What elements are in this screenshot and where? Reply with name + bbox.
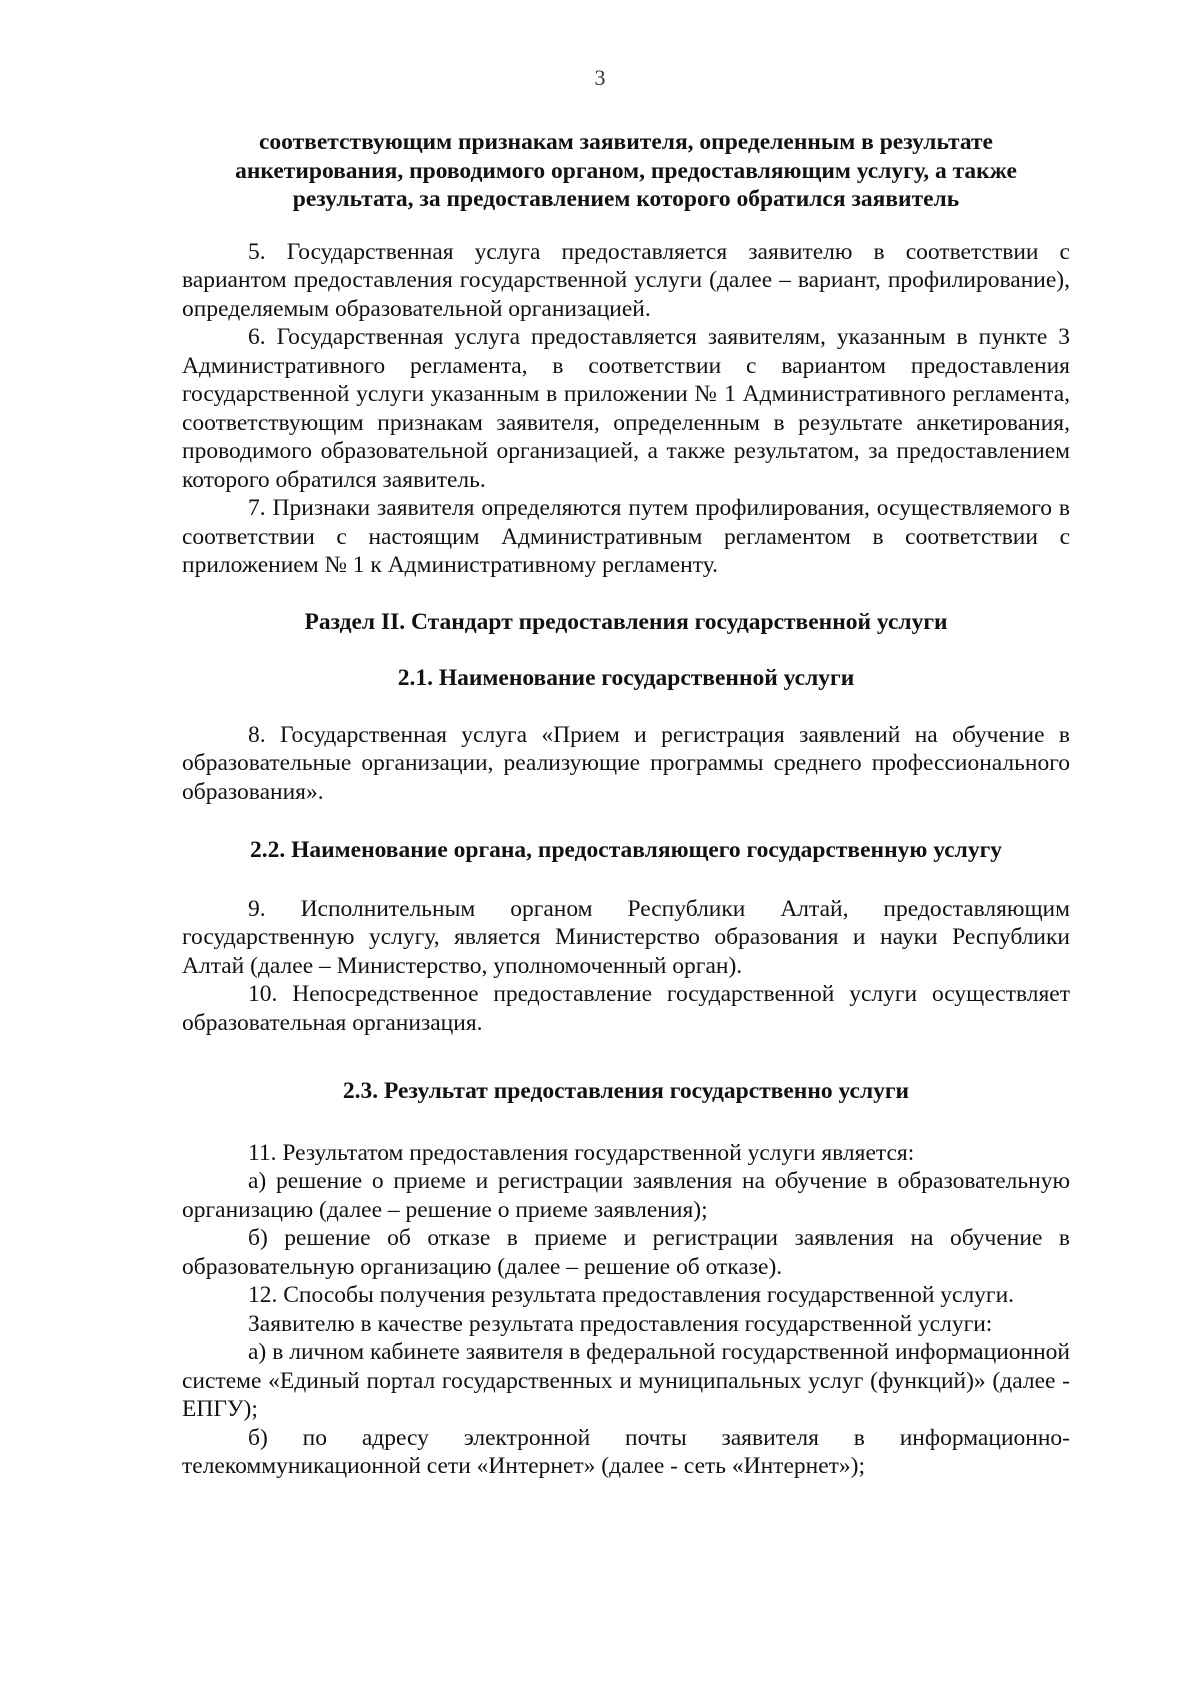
- document-body: [182, 128, 1070, 1481]
- paragraph-9: 9. Исполнительным органом Республики Алтай, предоставляющим государственную услугу, является Министерство образования и науки Республики Алтай (далее – Министерство, уполномоченный орган).: [182, 895, 1070, 979]
- paragraph-12: 12. Способы получения результата предоставления государственной услуги.: [248, 1282, 1015, 1308]
- subsection-heading-2-2: 2.2. Наименование органа, предоставляющего государственную услугу: [249, 837, 1003, 863]
- section-heading: Раздел II. Стандарт предоставления государственной услуги: [304, 608, 948, 635]
- paragraph-12-a: а) в личном кабинете заявителя в федеральной государственной информационной системе «Единый портал государственных и муниципальных услуг (функций)» (далее - ЕПГУ);: [182, 1339, 1070, 1422]
- paragraph-7: 7. Признаки заявителя определяются путем профилирования, осуществляемого в соответствии с настоящим Административным регламентом в соответствии с приложением № 1 к Административному регламенту.: [182, 495, 1070, 578]
- intro-heading: соответствующим признакам заявителя, определенным в результате анкетирования, проводимого органом, предоставляющим услугу, а также результата, за предоставлением которого обратился заявитель: [235, 129, 1017, 212]
- paragraph-8: 8. Государственная услуга «Прием и регистрация заявлений на обучение в образовательные организации, реализующие программы среднего профессионального образования».: [182, 721, 1070, 805]
- paragraph-12-intro: Заявителю в качестве результата предоставления государственной услуги:: [248, 1310, 993, 1337]
- paragraph-12-b: б) по адресу электронной почты заявителя в информационно-телекоммуникационной сети «Интернет» (далее - сеть «Интернет»);: [182, 1424, 1070, 1479]
- paragraph-6: 6. Государственная услуга предоставляется заявителям, указанным в пункте 3 Административного регламента, в соответствии с вариантом предоставления государственной услуги указанным в приложении № 1 Административного регламента, соответствующим признакам заявителя, определенным в результате анкетирования, проводимого образовательной организацией, а также результатом, за предоставлением которого обратился заявитель.: [182, 324, 1070, 493]
- paragraph-11-b: б) решение об отказе в приеме и регистрации заявления на обучение в образовательную организацию (далее – решение об отказе).: [182, 1225, 1070, 1280]
- paragraph-5: 5. Государственная услуга предоставляется заявителю в соответствии с вариантом предоставления государственной услуги (далее – вариант, профилирование), определяемым образовательной организацией.: [182, 238, 1070, 322]
- paragraph-10: 10. Непосредственное предоставление государственной услуги осуществляет образовательная организация.: [182, 981, 1070, 1036]
- subsection-heading-2-1: 2.1. Наименование государственной услуги: [397, 665, 855, 691]
- subsection-heading-2-3: 2.3. Результат предоставления государственно услуги: [342, 1078, 910, 1104]
- paragraph-11: 11. Результатом предоставления государственной услуги является:: [248, 1139, 915, 1166]
- page-number: 3: [594, 65, 606, 90]
- paragraph-11-a: а) решение о приеме и регистрации заявления на обучение в образовательную организацию (далее – решение о приеме заявления);: [182, 1168, 1070, 1223]
